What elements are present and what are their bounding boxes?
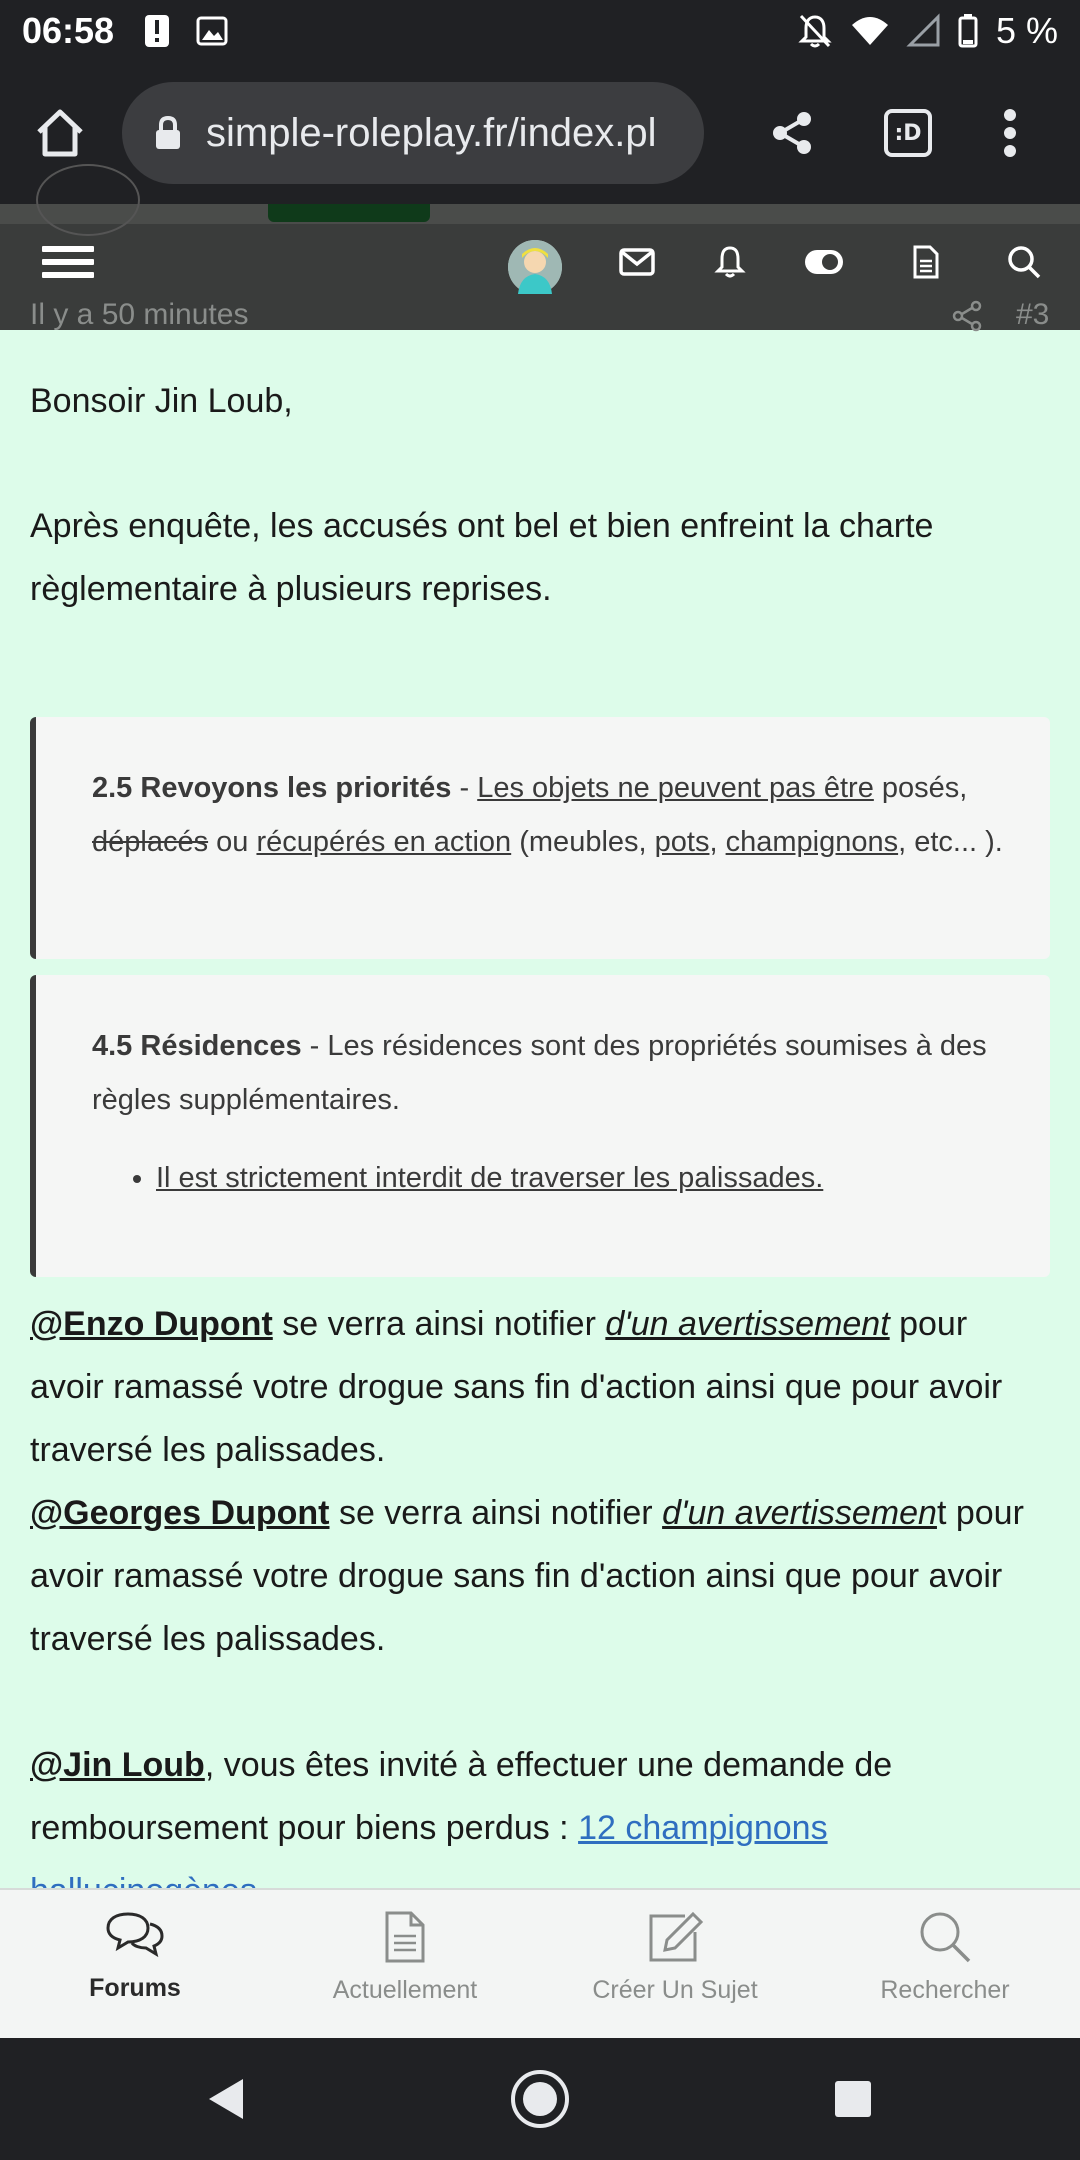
tab-label: Rechercher <box>880 1976 1010 2004</box>
rule-quote-2-5: 2.5 Revoyons les priorités - Les objets ne peuvent pas être posés, déplacés ou récupérés en action (meubles, pots, champignons, etc... ). <box>30 717 1050 959</box>
status-bar <box>0 0 1080 62</box>
verdict-georges: @Georges Dupont se verra ainsi notifier d'un avertissement pour avoir ramassé votre drogue sans fin d'action ainsi que pour avoir traversé les palissades. <box>30 1494 1024 1658</box>
rule-underlined-text: pots <box>654 826 710 858</box>
edit-icon <box>645 1910 705 1964</box>
rule-quote-4-5: 4.5 Résidences - Les résidences sont des propriétés soumises à des règles supplémentaires. • Il est strictement interdit de traverser les palissades. <box>30 975 1050 1277</box>
tab-label: Créer Un Sujet <box>592 1976 758 2004</box>
browser-menu-button[interactable] <box>950 73 1070 193</box>
battery-icon <box>958 14 978 48</box>
whats-new-button[interactable] <box>894 230 958 294</box>
recents-button[interactable] <box>818 2064 888 2134</box>
back-button[interactable] <box>190 2064 260 2134</box>
tab-actuellement[interactable] <box>270 1890 540 2038</box>
home-nav-button[interactable] <box>505 2064 575 2134</box>
style-toggle-button[interactable] <box>792 230 856 294</box>
chat-bubbles-icon <box>104 1910 166 1962</box>
wifi-icon <box>850 15 890 47</box>
alerts-button[interactable] <box>698 230 762 294</box>
share-button[interactable] <box>732 73 852 193</box>
rule-underlined-text: Les objets ne peuvent pas être <box>477 772 874 804</box>
avatar-image <box>508 240 562 294</box>
lock-icon <box>154 115 182 151</box>
forum-navbar <box>0 204 1080 330</box>
browser-toolbar <box>0 62 1080 204</box>
android-navigation-bar <box>0 2038 1080 2160</box>
document-icon <box>912 245 940 279</box>
bell-icon <box>715 245 745 279</box>
envelope-icon <box>619 248 655 276</box>
image-icon <box>196 16 228 46</box>
scrolled-header-strip <box>0 204 1080 224</box>
notifications-off-icon <box>798 13 832 49</box>
search-icon <box>1007 245 1041 279</box>
refund-link[interactable]: 12 champignons <box>578 1809 828 1847</box>
post-number[interactable]: #3 <box>1016 298 1050 331</box>
rule-bullet-list <box>156 1151 1010 1205</box>
search-icon <box>918 1910 972 1964</box>
url-bar[interactable] <box>122 82 704 184</box>
recents-square-icon <box>833 2079 873 2119</box>
back-triangle-icon <box>205 2077 245 2121</box>
refund-notice: @Jin Loub, vous êtes invité à effectuer une demande de remboursement pour biens perdus : 12 champignons <box>30 1734 1050 1923</box>
home-icon <box>33 106 87 160</box>
tab-creer-un-sujet[interactable] <box>540 1890 810 2038</box>
tab-rechercher[interactable] <box>810 1890 1080 2038</box>
post-intro: Après enquête, les accusés ont bel et bien enfreint la charte règlementaire à plusieurs reprises. <box>30 507 934 608</box>
post-time: Il y a 50 minutes <box>30 298 249 331</box>
bottom-tab-bar <box>0 1888 1080 2038</box>
url-text: simple-roleplay.fr/index.pl <box>206 110 657 155</box>
rule-title: 2.5 Revoyons les priorités <box>92 772 452 804</box>
warning-text: d'un avertissement <box>605 1305 890 1343</box>
tab-forums[interactable] <box>0 1890 270 2038</box>
scrolled-user-badge <box>268 204 430 222</box>
hamburger-icon <box>42 239 94 285</box>
post-content <box>0 330 1080 1888</box>
scrolled-avatar <box>36 164 140 236</box>
verdict-enzo: @Enzo Dupont se verra ainsi notifier d'un avertissement pour avoir ramassé votre drogue sans fin d'action ainsi que pour avoir traversé les palissades. <box>30 1305 1003 1469</box>
alert-icon <box>144 14 170 48</box>
menu-button[interactable] <box>40 230 96 294</box>
post-greeting: Bonsoir Jin Loub, <box>30 382 293 420</box>
more-vert-icon <box>1003 108 1017 158</box>
user-avatar[interactable] <box>508 240 562 294</box>
home-circle-icon <box>510 2069 570 2129</box>
toggle-icon <box>804 249 844 275</box>
tab-label: Forums <box>89 1974 181 2002</box>
battery-percent: 5 % <box>995 10 1058 51</box>
tab-count: :D <box>884 109 932 157</box>
rule-struck-text: déplacés <box>92 826 209 858</box>
warning-text: d'un avertissemen <box>662 1494 937 1532</box>
search-button[interactable] <box>992 230 1056 294</box>
mention-jin-loub[interactable]: @Jin Loub <box>30 1746 205 1784</box>
tab-label: Actuellement <box>332 1976 478 2004</box>
inbox-button[interactable] <box>605 230 669 294</box>
document-icon <box>383 1910 427 1964</box>
clock: 06:58 <box>22 10 115 51</box>
rule-underlined-text: récupérés en action <box>256 826 512 858</box>
rule-underlined-text: champignons <box>725 826 899 858</box>
rule-bullet-item: • Il est strictement interdit de traverser les palissades. <box>156 1151 1010 1205</box>
rule-title: 4.5 Résidences <box>92 1030 302 1062</box>
mention-enzo-dupont[interactable]: @Enzo Dupont <box>30 1305 273 1343</box>
share-icon <box>768 109 816 157</box>
mention-georges-dupont[interactable]: @Georges Dupont <box>30 1494 330 1532</box>
signal-icon <box>908 15 940 47</box>
